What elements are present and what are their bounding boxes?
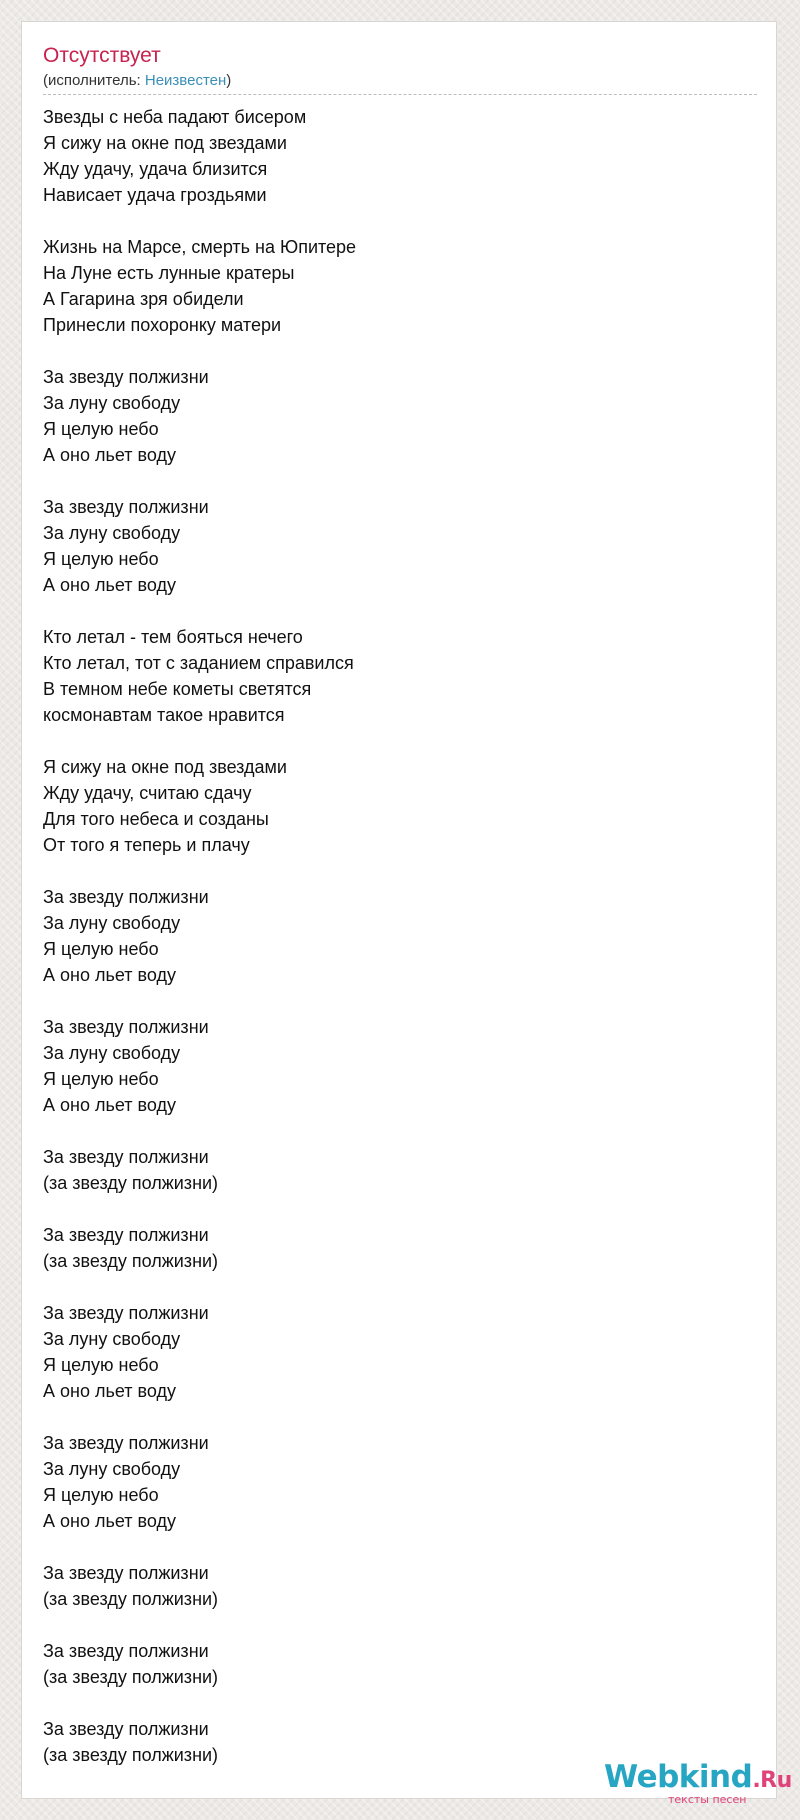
lyrics-line: Я целую небо [43,1355,159,1375]
lyrics-line: За звезду полжизни [43,887,209,907]
song-title: Отсутствует [43,44,161,67]
lyrics-card [21,21,792,1806]
lyrics-line: Нависает удача гроздьями [43,185,267,205]
logo-tld: .Ru [752,1768,792,1793]
lyrics-stanza [43,1430,743,1534]
lyrics-line: А оно льет воду [43,445,176,465]
lyrics-stanza [43,1560,743,1612]
lyrics-line: За звезду полжизни [43,367,209,387]
lyrics-line: Для того небеса и созданы [43,809,269,829]
lyrics-line: Кто летал, тот с заданием справился [43,653,354,673]
lyrics-body [43,104,743,1794]
logo-tagline: тексты песен [668,1793,747,1806]
lyrics-line: Звезды с неба падают бисером [43,107,307,127]
lyrics-line: На Луне есть лунные кратеры [43,263,295,283]
lyrics-stanza [43,1222,743,1274]
lyrics-line: За звезду полжизни [43,1225,209,1245]
lyrics-line: В темном небе кометы светятся [43,679,312,699]
lyrics-line: От того я теперь и плачу [43,835,250,855]
lyrics-line: Принесли похоронку матери [43,315,282,335]
lyrics-line: За луну свободу [43,1043,181,1063]
lyrics-line: А оно льет воду [43,965,176,985]
lyrics-line: (за звезду полжизни) [43,1745,219,1765]
lyrics-line: (за звезду полжизни) [43,1667,219,1687]
lyrics-line: За звезду полжизни [43,1303,209,1323]
lyrics-stanza [43,104,743,208]
lyrics-line: А оно льет воду [43,1095,176,1115]
lyrics-line: Я целую небо [43,549,159,569]
lyrics-line: За звезду полжизни [43,497,209,517]
lyrics-stanza [43,1300,743,1404]
lyrics-stanza [43,364,743,468]
lyrics-stanza [43,1144,743,1196]
lyrics-stanza [43,1638,743,1690]
lyrics-line: За луну свободу [43,393,181,413]
lyrics-line: Жду удачу, считаю сдачу [43,783,252,803]
lyrics-line: За звезду полжизни [43,1563,209,1583]
lyrics-line: За луну свободу [43,913,181,933]
lyrics-stanza [43,754,743,858]
site-logo[interactable] [582,1757,792,1817]
lyrics-line: За звезду полжизни [43,1147,209,1167]
lyrics-line: Я целую небо [43,1069,159,1089]
lyrics-line: За звезду полжизни [43,1719,209,1739]
logo-main-text: Webkind [604,1759,753,1795]
lyrics-line: Жду удачу, удача близится [43,159,268,179]
dashed-divider [43,94,757,95]
lyrics-line: Я сижу на окне под звездами [43,757,287,777]
lyrics-line: Я целую небо [43,939,159,959]
lyrics-line: (за звезду полжизни) [43,1589,219,1609]
artist-suffix: ) [226,72,232,89]
lyrics-stanza [43,234,743,338]
lyrics-line: За звезду полжизни [43,1433,209,1453]
lyrics-stanza [43,884,743,988]
lyrics-line: За луну свободу [43,523,181,543]
lyrics-line: Я целую небо [43,1485,159,1505]
artist-link[interactable]: Неизвестен [144,72,227,89]
lyrics-line: А оно льет воду [43,1511,176,1531]
lyrics-line: А оно льет воду [43,575,176,595]
lyrics-line: (за звезду полжизни) [43,1251,219,1271]
lyrics-line: За луну свободу [43,1329,181,1349]
lyrics-line: космонавтам такое нравится [43,705,285,725]
artist-line [43,71,231,91]
artist-prefix: (исполнитель: [43,72,145,89]
lyrics-line: Я целую небо [43,419,159,439]
lyrics-line: А Гагарина зря обидели [43,289,244,309]
lyrics-stanza [43,1014,743,1118]
lyrics-line: За звезду полжизни [43,1017,209,1037]
lyrics-line: А оно льет воду [43,1381,176,1401]
lyrics-stanza [43,494,743,598]
lyrics-line: Я сижу на окне под звездами [43,133,287,153]
lyrics-line: За луну свободу [43,1459,181,1479]
lyrics-stanza [43,624,743,728]
lyrics-line: (за звезду полжизни) [43,1173,219,1193]
lyrics-line: Жизнь на Марсе, смерть на Юпитере [43,237,357,257]
lyrics-line: За звезду полжизни [43,1641,209,1661]
lyrics-line: Кто летал - тем бояться нечего [43,627,303,647]
